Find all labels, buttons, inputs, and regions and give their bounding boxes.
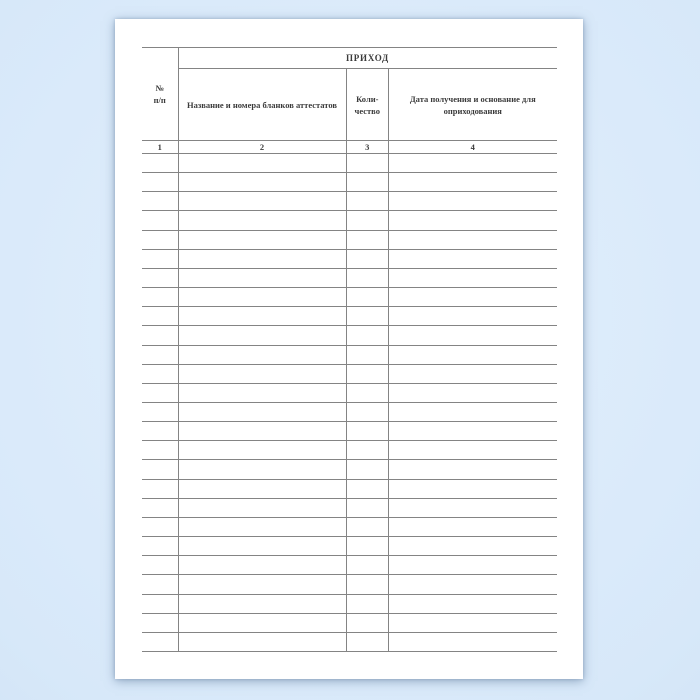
- body-cell: [142, 422, 178, 441]
- body-cell: [346, 288, 389, 307]
- col-header-row-number: [142, 48, 178, 142]
- body-cell: [346, 460, 389, 479]
- col-header-quantity-line2: чество: [354, 105, 380, 116]
- body-cell: [388, 346, 557, 365]
- income-ledger-table: [142, 47, 557, 653]
- body-cell: [142, 192, 178, 211]
- body-cell: [388, 307, 557, 326]
- body-cell: [388, 384, 557, 403]
- body-cell: [142, 595, 178, 614]
- body-cell: [346, 575, 389, 594]
- body-cell: [346, 384, 389, 403]
- numbering-cell-3: 3: [346, 141, 389, 154]
- body-cell: [346, 499, 389, 518]
- body-cell: [178, 211, 346, 230]
- body-cell: [388, 211, 557, 230]
- body-cell: [388, 403, 557, 422]
- body-cell: [346, 211, 389, 230]
- body-cell: [142, 441, 178, 460]
- body-cell: [178, 269, 346, 288]
- body-cell: [142, 365, 178, 384]
- body-cell: [388, 460, 557, 479]
- body-cell: [388, 192, 557, 211]
- col-header-blank-names-text: Название и номера бланков аттестатов: [186, 99, 337, 110]
- body-cell: [346, 192, 389, 211]
- body-cell: [388, 441, 557, 460]
- body-cell: [388, 595, 557, 614]
- col-header-receipt-date-line1: Дата получения и основание для: [409, 93, 536, 104]
- body-cell: [178, 231, 346, 250]
- body-cell: [142, 403, 178, 422]
- body-cell: [346, 556, 389, 575]
- section-title: ПРИХОД: [345, 52, 390, 63]
- body-cell: [178, 595, 346, 614]
- body-cell: [178, 326, 346, 345]
- col-header-row-number-line1: №: [155, 82, 165, 93]
- body-cell: [178, 384, 346, 403]
- col-header-receipt-date: [388, 69, 557, 141]
- body-cell: [142, 211, 178, 230]
- body-cell: [142, 480, 178, 499]
- body-cell: [388, 422, 557, 441]
- body-cell: [346, 154, 389, 173]
- body-cell: [178, 173, 346, 192]
- body-cell: [142, 575, 178, 594]
- body-cell: [388, 614, 557, 633]
- col-header-quantity: [346, 69, 389, 141]
- body-cell: [142, 518, 178, 537]
- body-cell: [178, 556, 346, 575]
- body-cell: [142, 154, 178, 173]
- body-cell: [388, 365, 557, 384]
- body-cell: [346, 231, 389, 250]
- body-cell: [388, 556, 557, 575]
- body-cell: [178, 518, 346, 537]
- col-header-blank-names: [178, 69, 346, 141]
- body-cell: [178, 633, 346, 652]
- body-cell: [346, 269, 389, 288]
- body-cell: [388, 518, 557, 537]
- body-cell: [178, 575, 346, 594]
- body-cell: [388, 633, 557, 652]
- body-cell: [142, 307, 178, 326]
- body-cell: [142, 250, 178, 269]
- body-cell: [346, 326, 389, 345]
- body-cell: [178, 154, 346, 173]
- body-cell: [178, 403, 346, 422]
- body-cell: [346, 403, 389, 422]
- body-cell: [142, 269, 178, 288]
- body-cell: [388, 250, 557, 269]
- body-cell: [388, 537, 557, 556]
- body-cell: [178, 307, 346, 326]
- body-cell: [178, 192, 346, 211]
- body-cell: [178, 365, 346, 384]
- body-cell: [142, 326, 178, 345]
- body-cell: [388, 480, 557, 499]
- body-cell: [142, 288, 178, 307]
- body-cell: [178, 480, 346, 499]
- body-cell: [346, 480, 389, 499]
- body-cell: [388, 288, 557, 307]
- body-cell: [346, 307, 389, 326]
- body-cell: [178, 460, 346, 479]
- col-header-quantity-line1: Коли-: [356, 93, 379, 104]
- numbering-cell-2: 2: [178, 141, 346, 154]
- body-cell: [142, 460, 178, 479]
- body-cell: [178, 422, 346, 441]
- body-cell: [178, 250, 346, 269]
- body-cell: [142, 556, 178, 575]
- body-cell: [346, 633, 389, 652]
- numbering-cell-4: 4: [388, 141, 557, 154]
- body-cell: [388, 269, 557, 288]
- document-page: [115, 19, 583, 679]
- body-cell: [346, 614, 389, 633]
- body-cell: [142, 614, 178, 633]
- body-cell: [346, 422, 389, 441]
- body-cell: [178, 288, 346, 307]
- col-header-receipt-date-line2: оприходования: [443, 105, 502, 116]
- body-cell: [346, 518, 389, 537]
- numbering-cell-1: 1: [142, 141, 178, 154]
- section-header-prihod: [178, 48, 557, 70]
- body-cell: [178, 537, 346, 556]
- body-cell: [178, 441, 346, 460]
- body-cell: [142, 346, 178, 365]
- body-cell: [142, 173, 178, 192]
- body-cell: [142, 384, 178, 403]
- body-cell: [346, 537, 389, 556]
- body-cell: [178, 614, 346, 633]
- body-cell: [388, 154, 557, 173]
- body-cell: [346, 365, 389, 384]
- body-cell: [178, 499, 346, 518]
- body-cell: [388, 231, 557, 250]
- body-cell: [142, 633, 178, 652]
- body-cell: [142, 231, 178, 250]
- body-cell: [346, 250, 389, 269]
- col-header-row-number-line2: п/п: [153, 94, 166, 105]
- body-cell: [388, 499, 557, 518]
- body-cell: [142, 537, 178, 556]
- body-cell: [178, 346, 346, 365]
- body-cell: [388, 575, 557, 594]
- body-cell: [142, 499, 178, 518]
- body-cell: [346, 441, 389, 460]
- body-cell: [346, 346, 389, 365]
- body-cell: [346, 595, 389, 614]
- body-cell: [388, 173, 557, 192]
- body-cell: [388, 326, 557, 345]
- body-cell: [346, 173, 389, 192]
